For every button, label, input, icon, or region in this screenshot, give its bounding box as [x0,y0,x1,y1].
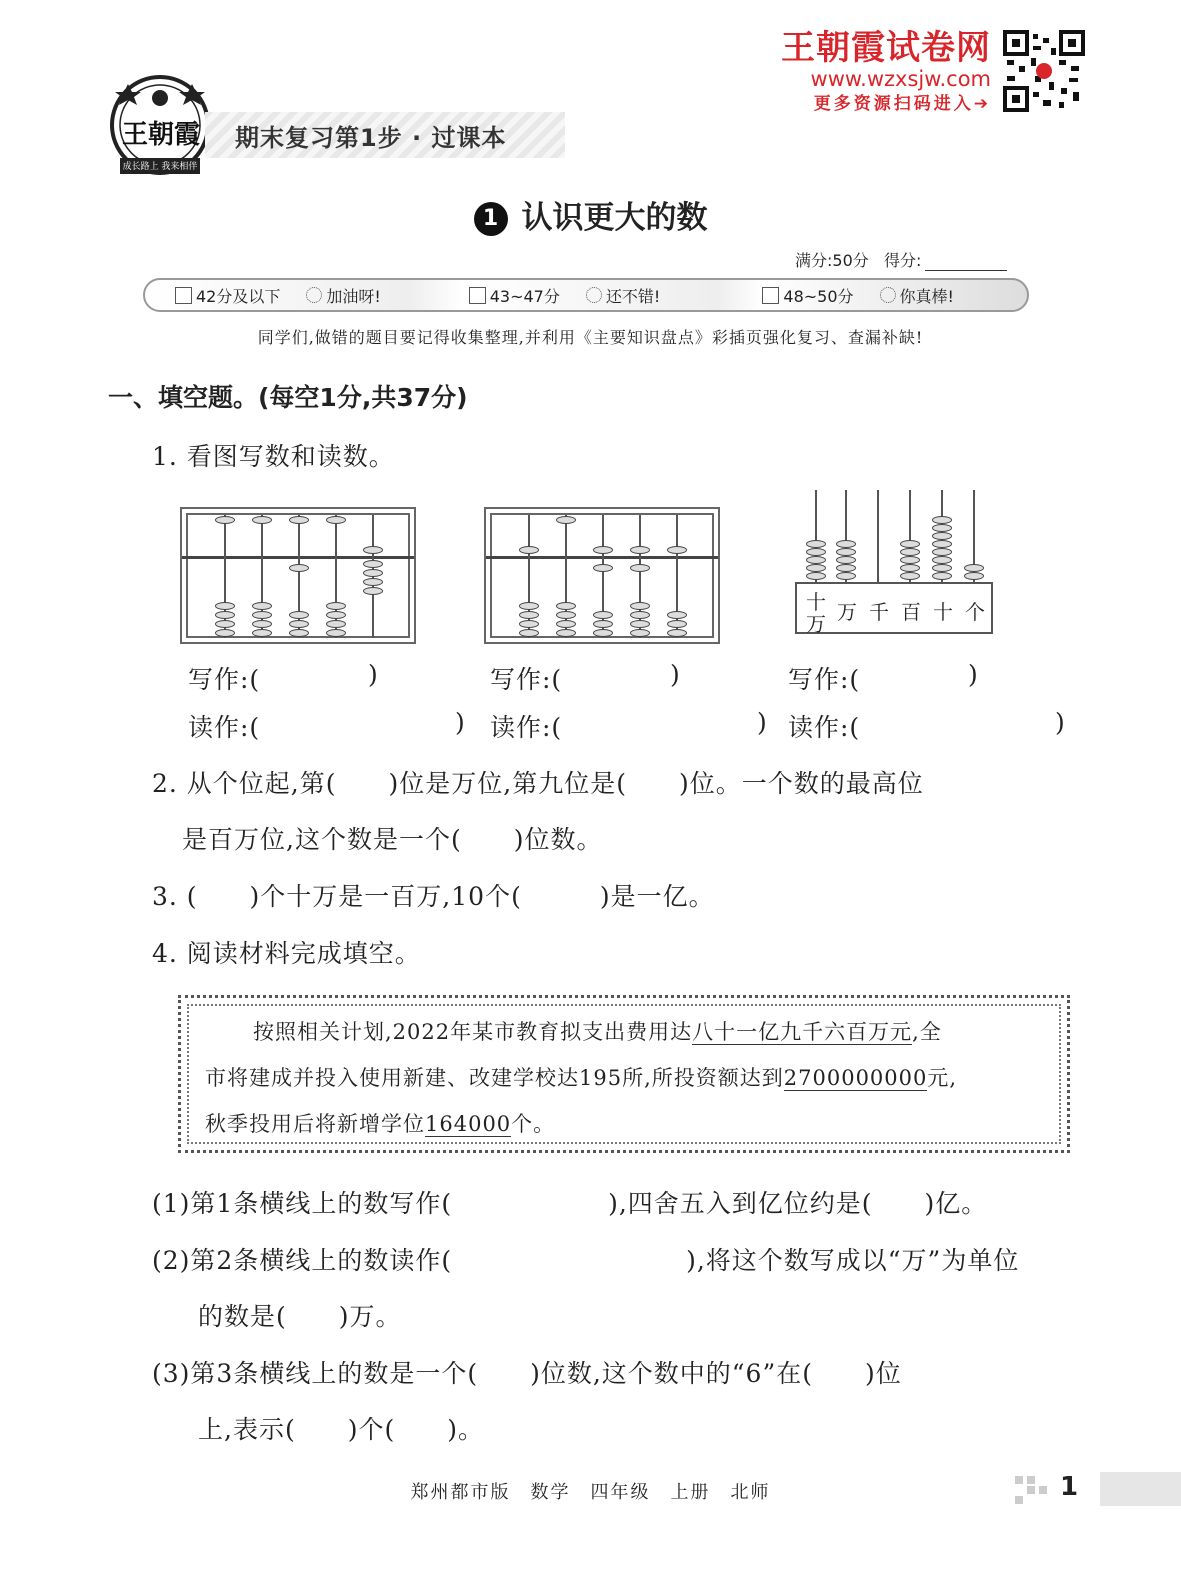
section-heading: 一、填空题。(每空1分,共37分) [108,383,468,412]
logo-slogan: 成长路上 我来相伴 [122,162,198,172]
label-shi: 十 [806,590,826,614]
notice-text: 同学们,做错的题目要记得收集整理,并利用《主要知识盘点》彩插页强化复习、查漏补缺! [257,328,924,347]
question-3[interactable]: 3. ( )个十万是一百万,10个( )是一亿。 [152,882,715,911]
qr-code-icon[interactable] [1003,30,1085,112]
reading-material-box [178,995,1070,1153]
abacus-1 [180,507,416,644]
material-line-3: 秋季投用后将新增学位164000个。 [205,1112,556,1136]
answer-write-2[interactable]: 写作:( [490,665,563,694]
label-wan-sub: 万 [806,612,826,636]
place-value-labels [795,582,993,634]
material-line-1: 按照相关计划,2022年某市教育拟支出费用达八十一亿九千六百万元,全 [253,1020,942,1044]
question-2-line2[interactable]: 是百万位,这个数是一个( )位数。 [182,825,603,854]
footer-text: 郑州都市版 数学 四年级 上册 北师 [410,1482,771,1503]
counting-frame [795,490,995,645]
label-ge: 个 [965,600,985,624]
answer-read-2-close: ) [757,708,768,737]
answer-write-2-close: ) [670,660,681,689]
underline-2: 2700000000 [783,1066,928,1090]
grade-comment: 加油呀! [326,286,381,306]
page-title [0,192,1181,237]
underline-1: 八十一亿九千六百万元 [692,1020,913,1044]
step-banner [205,112,565,158]
title-text: 认识更大的数 [521,200,708,236]
answer-write-1[interactable]: 写作:( [188,665,261,694]
brand-logo [108,70,218,180]
decor-pixels-icon [1015,1476,1055,1504]
smile-face-icon [306,287,322,303]
question-2-line1[interactable]: 2. 从个位起,第( )位是万位,第九位是( )位。一个数的最高位 [152,769,924,798]
question-4-sub3-line2[interactable]: 上,表示( )个( )。 [198,1415,484,1444]
grade-level-2 [439,284,733,307]
grade-comment: 你真棒! [899,286,954,306]
answer-write-3[interactable]: 写作:( [788,665,861,694]
smile-face-icon [586,287,602,303]
grade-range: 48~50分 [783,286,854,306]
title-number-badge: 1 [474,202,508,236]
label-bai: 百 [901,600,921,624]
grade-range: 43~47分 [489,286,560,306]
brand-cta: 更多资源扫码进入➔ [813,94,991,114]
got-score-label: 得分: [884,251,922,270]
page-number: 1 [1060,1472,1079,1502]
answer-read-3[interactable]: 读作:( [788,713,861,742]
brand-url[interactable]: www.wzxsjw.com [810,67,991,91]
grade-level-3 [732,284,1026,307]
grade-comment: 还不错! [605,286,661,306]
full-score: 满分:50分 [795,251,869,270]
question-4-sub3-line1[interactable]: (3)第3条横线上的数是一个( )位数,这个数中的“6”在( )位 [152,1359,902,1388]
answer-write-1-close: ) [368,660,379,689]
page-band [1100,1472,1181,1506]
underline-3: 164000 [425,1112,512,1136]
question-4-sub2-line1[interactable]: (2)第2条横线上的数读作( ),将这个数写成以“万”为单位 [152,1246,1020,1275]
logo-text: 王朝霞 [121,120,200,150]
brand-block [781,30,991,116]
grade-bar [143,278,1029,312]
question-4-sub2-line2[interactable]: 的数是( )万。 [198,1302,402,1331]
label-qian: 千 [869,600,889,624]
material-line-2: 市将建成并投入使用新建、改建学校达195所,所投资额达到2700000000元, [205,1066,958,1090]
brand-name: 王朝霞试卷网 [781,28,991,68]
label-wan: 万 [837,600,857,624]
grade-level-1 [145,284,439,307]
question-4-sub1[interactable]: (1)第1条横线上的数写作( ),四舍五入到亿位约是( )亿。 [152,1189,988,1218]
checkbox[interactable] [762,287,779,304]
question-4-stem: 4. 阅读材料完成填空。 [152,939,421,968]
label-shi-unit: 十 [933,600,953,624]
question-1-stem: 1. 看图写数和读数。 [152,442,395,471]
answer-read-3-close: ) [1055,708,1066,737]
step-label: 期末复习第1步 · 过课本 [235,123,507,152]
answer-write-3-close: ) [968,660,979,689]
grade-range: 42分及以下 [196,286,281,306]
score-blank[interactable] [925,251,1007,271]
abacus-2 [484,507,720,644]
answer-read-1[interactable]: 读作:( [188,713,261,742]
answer-read-1-close: ) [455,708,466,737]
score-line [795,248,1007,271]
checkbox[interactable] [469,287,486,304]
answer-read-2[interactable]: 读作:( [490,713,563,742]
checkbox[interactable] [175,287,192,304]
smile-face-icon [880,287,896,303]
